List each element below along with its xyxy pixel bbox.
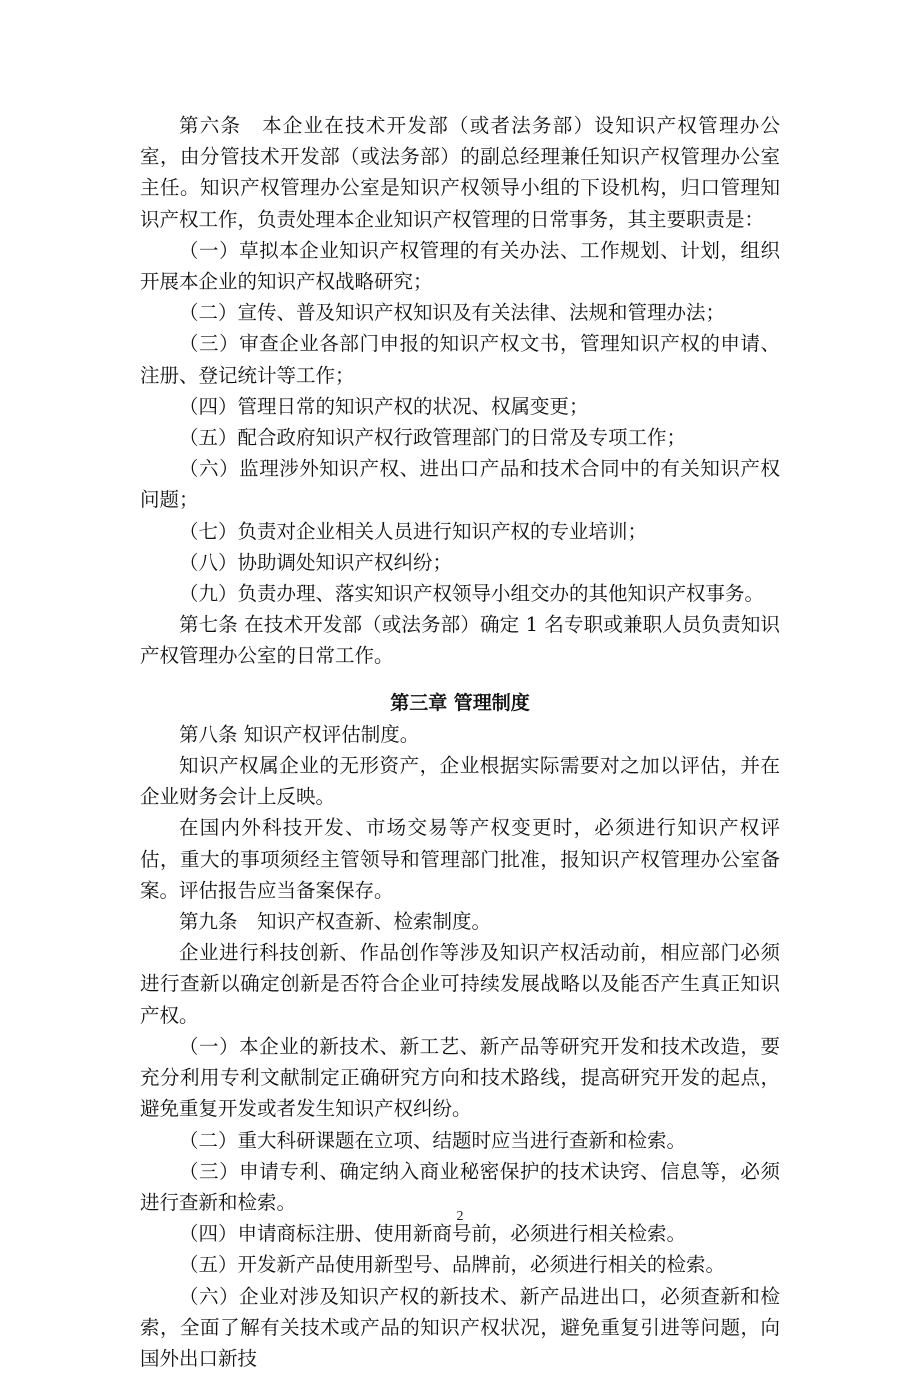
evaluation-paragraph-2: 在国内外科技开发、市场交易等产权变更时，必须进行知识产权评估，重大的事项须经主管领导和管理部门批准，报知识产权管理办公室备案。评估报告应当备案保存。 (140, 816, 780, 902)
chapter-heading: 第三章 管理制度 (390, 691, 530, 714)
search-item-3: （三）申请专利、确定纳入商业秘密保护的技术诀窍、信息等，必须进行查新和检索。 (140, 1159, 780, 1214)
duty-item-9: （九）负责办理、落实知识产权领导小组交办的其他知识产权事务。 (179, 582, 765, 606)
search-item-6: （六）企业对涉及知识产权的新技术、新产品进出口，必须查新和检索，全面了解有关技术或产品的知识产权状况，避免重复引进等问题，向国外出口新技 (140, 1284, 780, 1370)
page-number: 2 (456, 1209, 464, 1224)
article-8-paragraph: 第八条 知识产权评估制度。 (179, 722, 420, 746)
search-item-1: （一）本企业的新技术、新工艺、新产品等研究开发和技术改造，要充分利用专利文献制定正确研究方向和技术路线，提高研究开发的起点，避免重复开发或者发生知识产权纠纷。 (140, 1034, 780, 1121)
search-item-2: （二）重大科研课题在立项、结题时应当进行查新和检索。 (179, 1128, 687, 1152)
article-9-paragraph: 第九条 知识产权查新、检索制度。 (179, 910, 492, 934)
duty-item-1: （一）草拟本企业知识产权管理的有关办法、工作规划、计划，组织开展本企业的知识产权战略研究； (140, 238, 780, 294)
article-6-paragraph: 第六条 本企业在技术开发部（或者法务部）设知识产权管理办公室，由分管技术开发部（或法务部）的副总经理兼任知识产权管理办公室主任。知识产权管理办公室是知识产权领导小组的下设机构，归口管理知识产权工作，负责处理本企业知识产权管理的日常事务，其主要职责是： (140, 114, 780, 231)
search-paragraph-intro: 企业进行科技创新、作品创作等涉及知识产权活动前，相应部门必须进行查新以确定创新是否符合企业可持续发展战略以及能否产生真正知识产权。 (140, 941, 780, 1027)
document-body (140, 110, 780, 1374)
duty-item-3: （三）审查企业各部门申报的知识产权文书，管理知识产权的申请、注册、登记统计等工作； (140, 332, 780, 387)
duty-item-5: （五）配合政府知识产权行政管理部门的日常及专项工作； (179, 426, 687, 450)
duty-item-4: （四）管理日常的知识产权的状况、权属变更； (179, 394, 589, 418)
duty-item-8: （八）协助调处知识产权纠纷； (179, 550, 453, 574)
article-7-paragraph: 第七条 在技术开发部（或法务部）确定 1 名专职或兼职人员负责知识产权管理办公室的日常工作。 (140, 613, 780, 668)
search-item-5: （五）开发新产品使用新型号、品牌前，必须进行相关的检索。 (179, 1253, 726, 1277)
duty-item-6: （六）监理涉外知识产权、进出口产品和技术合同中的有关知识产权问题； (140, 457, 780, 512)
duty-item-2: （二）宣传、普及知识产权知识及有关法律、法规和管理办法； (179, 301, 726, 325)
evaluation-paragraph-1: 知识产权属企业的无形资产，企业根据实际需要对之加以评估，并在企业财务会计上反映。 (140, 754, 780, 809)
duty-item-7: （七）负责对企业相关人员进行知识产权的专业培训； (179, 519, 648, 543)
search-item-4: （四）申请商标注册、使用新商号前，必须进行相关检索。 (179, 1222, 687, 1246)
